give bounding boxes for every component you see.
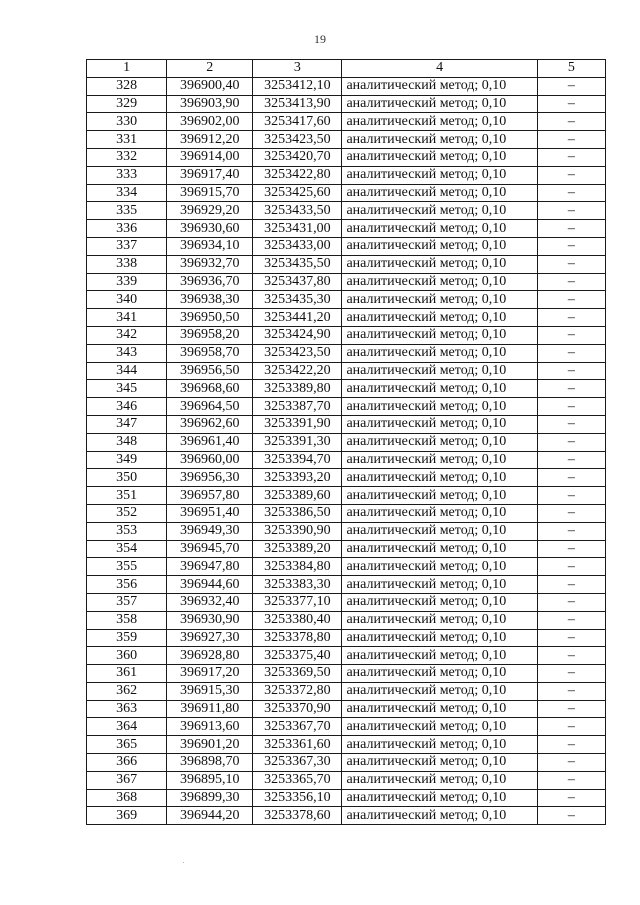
cell-y-coordinate: 3253433,50 [253,202,342,220]
cell-method: аналитический метод; 0,10 [342,469,537,487]
cell-point-number: 341 [87,309,167,327]
cell-method: аналитический метод; 0,10 [342,558,537,576]
table-row [87,540,606,558]
cell-note: – [537,309,605,327]
cell-method: аналитический метод; 0,10 [342,540,537,558]
table-row [87,309,606,327]
cell-method: аналитический метод; 0,10 [342,113,537,131]
cell-method: аналитический метод; 0,10 [342,184,537,202]
cell-y-coordinate: 3253441,20 [253,309,342,327]
cell-point-number: 339 [87,273,167,291]
cell-note: – [537,611,605,629]
cell-point-number: 335 [87,202,167,220]
table-row [87,95,606,113]
cell-point-number: 348 [87,433,167,451]
table-row [87,77,606,95]
cell-note: – [537,771,605,789]
table-row [87,166,606,184]
cell-method: аналитический метод; 0,10 [342,682,537,700]
cell-method: аналитический метод; 0,10 [342,326,537,344]
cell-x-coordinate: 396913,60 [167,718,253,736]
cell-y-coordinate: 3253389,20 [253,540,342,558]
table-row [87,380,606,398]
table-row [87,682,606,700]
cell-note: – [537,113,605,131]
cell-y-coordinate: 3253378,80 [253,629,342,647]
table-row [87,220,606,238]
cell-point-number: 358 [87,611,167,629]
cell-point-number: 364 [87,718,167,736]
cell-point-number: 346 [87,398,167,416]
cell-point-number: 355 [87,558,167,576]
cell-x-coordinate: 396944,60 [167,576,253,594]
cell-note: – [537,344,605,362]
header-cell-method: 4 [342,60,537,78]
cell-note: – [537,629,605,647]
cell-method: аналитический метод; 0,10 [342,789,537,807]
cell-x-coordinate: 396932,70 [167,255,253,273]
cell-note: – [537,202,605,220]
cell-y-coordinate: 3253367,70 [253,718,342,736]
cell-x-coordinate: 396895,10 [167,771,253,789]
cell-note: – [537,415,605,433]
cell-x-coordinate: 396947,80 [167,558,253,576]
scan-speck [183,862,184,863]
table-row [87,789,606,807]
cell-x-coordinate: 396956,50 [167,362,253,380]
cell-method: аналитический метод; 0,10 [342,771,537,789]
cell-method: аналитический метод; 0,10 [342,398,537,416]
cell-y-coordinate: 3253394,70 [253,451,342,469]
cell-point-number: 336 [87,220,167,238]
table-row [87,202,606,220]
cell-point-number: 368 [87,789,167,807]
cell-x-coordinate: 396927,30 [167,629,253,647]
cell-point-number: 369 [87,807,167,825]
cell-note: – [537,736,605,754]
cell-x-coordinate: 396914,00 [167,148,253,166]
table-row [87,771,606,789]
cell-note: – [537,380,605,398]
cell-point-number: 354 [87,540,167,558]
cell-y-coordinate: 3253369,50 [253,665,342,683]
cell-note: – [537,789,605,807]
cell-y-coordinate: 3253380,40 [253,611,342,629]
cell-method: аналитический метод; 0,10 [342,754,537,772]
cell-method: аналитический метод; 0,10 [342,593,537,611]
cell-point-number: 351 [87,487,167,505]
table-row [87,522,606,540]
cell-point-number: 329 [87,95,167,113]
header-cell-y-coordinate: 3 [253,60,342,78]
table-row [87,700,606,718]
cell-x-coordinate: 396958,20 [167,326,253,344]
cell-method: аналитический метод; 0,10 [342,576,537,594]
cell-note: – [537,148,605,166]
cell-x-coordinate: 396929,20 [167,202,253,220]
cell-method: аналитический метод; 0,10 [342,309,537,327]
table-row [87,647,606,665]
cell-point-number: 334 [87,184,167,202]
cell-point-number: 360 [87,647,167,665]
table-row [87,665,606,683]
cell-x-coordinate: 396917,40 [167,166,253,184]
cell-method: аналитический метод; 0,10 [342,629,537,647]
table-row [87,344,606,362]
cell-note: – [537,95,605,113]
cell-point-number: 363 [87,700,167,718]
cell-y-coordinate: 3253435,50 [253,255,342,273]
cell-x-coordinate: 396930,60 [167,220,253,238]
cell-x-coordinate: 396902,00 [167,113,253,131]
cell-y-coordinate: 3253365,70 [253,771,342,789]
cell-note: – [537,558,605,576]
cell-point-number: 362 [87,682,167,700]
cell-y-coordinate: 3253433,00 [253,237,342,255]
cell-point-number: 340 [87,291,167,309]
cell-y-coordinate: 3253372,80 [253,682,342,700]
cell-y-coordinate: 3253361,60 [253,736,342,754]
cell-note: – [537,540,605,558]
table-body [87,77,606,824]
cell-note: – [537,576,605,594]
cell-y-coordinate: 3253423,50 [253,131,342,149]
cell-point-number: 337 [87,237,167,255]
cell-note: – [537,166,605,184]
cell-point-number: 352 [87,504,167,522]
table-row [87,184,606,202]
cell-method: аналитический метод; 0,10 [342,255,537,273]
cell-y-coordinate: 3253391,90 [253,415,342,433]
cell-note: – [537,665,605,683]
cell-note: – [537,255,605,273]
cell-method: аналитический метод; 0,10 [342,807,537,825]
cell-x-coordinate: 396944,20 [167,807,253,825]
cell-method: аналитический метод; 0,10 [342,611,537,629]
cell-method: аналитический метод; 0,10 [342,131,537,149]
cell-note: – [537,273,605,291]
cell-note: – [537,593,605,611]
table-row [87,131,606,149]
cell-method: аналитический метод; 0,10 [342,522,537,540]
cell-x-coordinate: 396900,40 [167,77,253,95]
table-row [87,736,606,754]
cell-y-coordinate: 3253367,30 [253,754,342,772]
cell-y-coordinate: 3253384,80 [253,558,342,576]
cell-method: аналитический метод; 0,10 [342,166,537,184]
page-number: 19 [314,32,326,46]
cell-note: – [537,77,605,95]
cell-x-coordinate: 396957,80 [167,487,253,505]
cell-x-coordinate: 396901,20 [167,736,253,754]
cell-x-coordinate: 396928,80 [167,647,253,665]
cell-note: – [537,504,605,522]
table-row [87,398,606,416]
cell-x-coordinate: 396958,70 [167,344,253,362]
coordinates-table [86,59,606,825]
header-cell-note: 5 [537,60,605,78]
cell-point-number: 342 [87,326,167,344]
cell-note: – [537,398,605,416]
cell-y-coordinate: 3253386,50 [253,504,342,522]
cell-point-number: 359 [87,629,167,647]
cell-y-coordinate: 3253423,50 [253,344,342,362]
cell-method: аналитический метод; 0,10 [342,736,537,754]
cell-x-coordinate: 396951,40 [167,504,253,522]
cell-method: аналитический метод; 0,10 [342,433,537,451]
cell-y-coordinate: 3253422,20 [253,362,342,380]
cell-x-coordinate: 396899,30 [167,789,253,807]
table-row [87,504,606,522]
table-row [87,326,606,344]
table-row [87,273,606,291]
cell-x-coordinate: 396911,80 [167,700,253,718]
cell-x-coordinate: 396950,50 [167,309,253,327]
cell-y-coordinate: 3253383,30 [253,576,342,594]
cell-point-number: 357 [87,593,167,611]
table-row [87,362,606,380]
cell-y-coordinate: 3253412,10 [253,77,342,95]
table-row [87,469,606,487]
cell-note: – [537,326,605,344]
table-row [87,148,606,166]
cell-point-number: 331 [87,131,167,149]
cell-method: аналитический метод; 0,10 [342,237,537,255]
cell-method: аналитический метод; 0,10 [342,451,537,469]
cell-note: – [537,487,605,505]
cell-y-coordinate: 3253425,60 [253,184,342,202]
cell-x-coordinate: 396903,90 [167,95,253,113]
table-row [87,629,606,647]
cell-x-coordinate: 396956,30 [167,469,253,487]
cell-point-number: 367 [87,771,167,789]
cell-x-coordinate: 396961,40 [167,433,253,451]
table-row [87,593,606,611]
cell-method: аналитический метод; 0,10 [342,95,537,113]
cell-y-coordinate: 3253413,90 [253,95,342,113]
cell-method: аналитический метод; 0,10 [342,487,537,505]
cell-y-coordinate: 3253391,30 [253,433,342,451]
cell-method: аналитический метод; 0,10 [342,273,537,291]
cell-x-coordinate: 396917,20 [167,665,253,683]
cell-method: аналитический метод; 0,10 [342,220,537,238]
cell-x-coordinate: 396960,00 [167,451,253,469]
cell-x-coordinate: 396949,30 [167,522,253,540]
cell-point-number: 356 [87,576,167,594]
table-row [87,113,606,131]
cell-y-coordinate: 3253437,80 [253,273,342,291]
cell-note: – [537,647,605,665]
cell-point-number: 333 [87,166,167,184]
cell-y-coordinate: 3253431,00 [253,220,342,238]
table-row [87,433,606,451]
table-row [87,807,606,825]
cell-y-coordinate: 3253393,20 [253,469,342,487]
cell-point-number: 328 [87,77,167,95]
cell-y-coordinate: 3253356,10 [253,789,342,807]
cell-note: – [537,184,605,202]
table-row [87,415,606,433]
cell-method: аналитический метод; 0,10 [342,291,537,309]
cell-note: – [537,807,605,825]
cell-note: – [537,451,605,469]
cell-y-coordinate: 3253435,30 [253,291,342,309]
cell-x-coordinate: 396930,90 [167,611,253,629]
cell-point-number: 343 [87,344,167,362]
cell-note: – [537,682,605,700]
cell-method: аналитический метод; 0,10 [342,77,537,95]
cell-note: – [537,220,605,238]
table-row [87,611,606,629]
cell-note: – [537,131,605,149]
cell-point-number: 330 [87,113,167,131]
cell-note: – [537,469,605,487]
header-cell-point-number: 1 [87,60,167,78]
cell-x-coordinate: 396945,70 [167,540,253,558]
cell-y-coordinate: 3253390,90 [253,522,342,540]
cell-point-number: 332 [87,148,167,166]
cell-y-coordinate: 3253389,60 [253,487,342,505]
cell-x-coordinate: 396912,20 [167,131,253,149]
cell-x-coordinate: 396938,30 [167,291,253,309]
table-row [87,487,606,505]
cell-method: аналитический метод; 0,10 [342,647,537,665]
cell-point-number: 338 [87,255,167,273]
table-row [87,718,606,736]
cell-note: – [537,754,605,772]
cell-method: аналитический метод; 0,10 [342,665,537,683]
table-row [87,754,606,772]
cell-y-coordinate: 3253389,80 [253,380,342,398]
cell-x-coordinate: 396964,50 [167,398,253,416]
cell-point-number: 350 [87,469,167,487]
cell-x-coordinate: 396915,30 [167,682,253,700]
cell-point-number: 347 [87,415,167,433]
table-row [87,291,606,309]
cell-note: – [537,433,605,451]
cell-point-number: 349 [87,451,167,469]
cell-method: аналитический метод; 0,10 [342,344,537,362]
cell-y-coordinate: 3253370,90 [253,700,342,718]
cell-method: аналитический метод; 0,10 [342,415,537,433]
cell-point-number: 344 [87,362,167,380]
cell-x-coordinate: 396915,70 [167,184,253,202]
cell-y-coordinate: 3253420,70 [253,148,342,166]
cell-method: аналитический метод; 0,10 [342,718,537,736]
cell-note: – [537,362,605,380]
cell-y-coordinate: 3253417,60 [253,113,342,131]
cell-method: аналитический метод; 0,10 [342,148,537,166]
cell-y-coordinate: 3253378,60 [253,807,342,825]
table-row [87,255,606,273]
cell-x-coordinate: 396898,70 [167,754,253,772]
cell-x-coordinate: 396968,60 [167,380,253,398]
cell-note: – [537,291,605,309]
cell-point-number: 361 [87,665,167,683]
cell-y-coordinate: 3253375,40 [253,647,342,665]
cell-point-number: 365 [87,736,167,754]
cell-y-coordinate: 3253387,70 [253,398,342,416]
cell-method: аналитический метод; 0,10 [342,700,537,718]
cell-note: – [537,700,605,718]
cell-point-number: 353 [87,522,167,540]
cell-note: – [537,522,605,540]
cell-x-coordinate: 396936,70 [167,273,253,291]
header-row [87,60,606,78]
table-header [87,60,606,78]
table-row [87,558,606,576]
cell-x-coordinate: 396932,40 [167,593,253,611]
table-row [87,451,606,469]
cell-point-number: 366 [87,754,167,772]
cell-method: аналитический метод; 0,10 [342,504,537,522]
cell-y-coordinate: 3253422,80 [253,166,342,184]
cell-method: аналитический метод; 0,10 [342,202,537,220]
cell-method: аналитический метод; 0,10 [342,362,537,380]
cell-y-coordinate: 3253424,90 [253,326,342,344]
cell-method: аналитический метод; 0,10 [342,380,537,398]
cell-point-number: 345 [87,380,167,398]
cell-note: – [537,718,605,736]
cell-x-coordinate: 396934,10 [167,237,253,255]
table-row [87,237,606,255]
header-cell-x-coordinate: 2 [167,60,253,78]
cell-note: – [537,237,605,255]
cell-x-coordinate: 396962,60 [167,415,253,433]
cell-y-coordinate: 3253377,10 [253,593,342,611]
table-row [87,576,606,594]
